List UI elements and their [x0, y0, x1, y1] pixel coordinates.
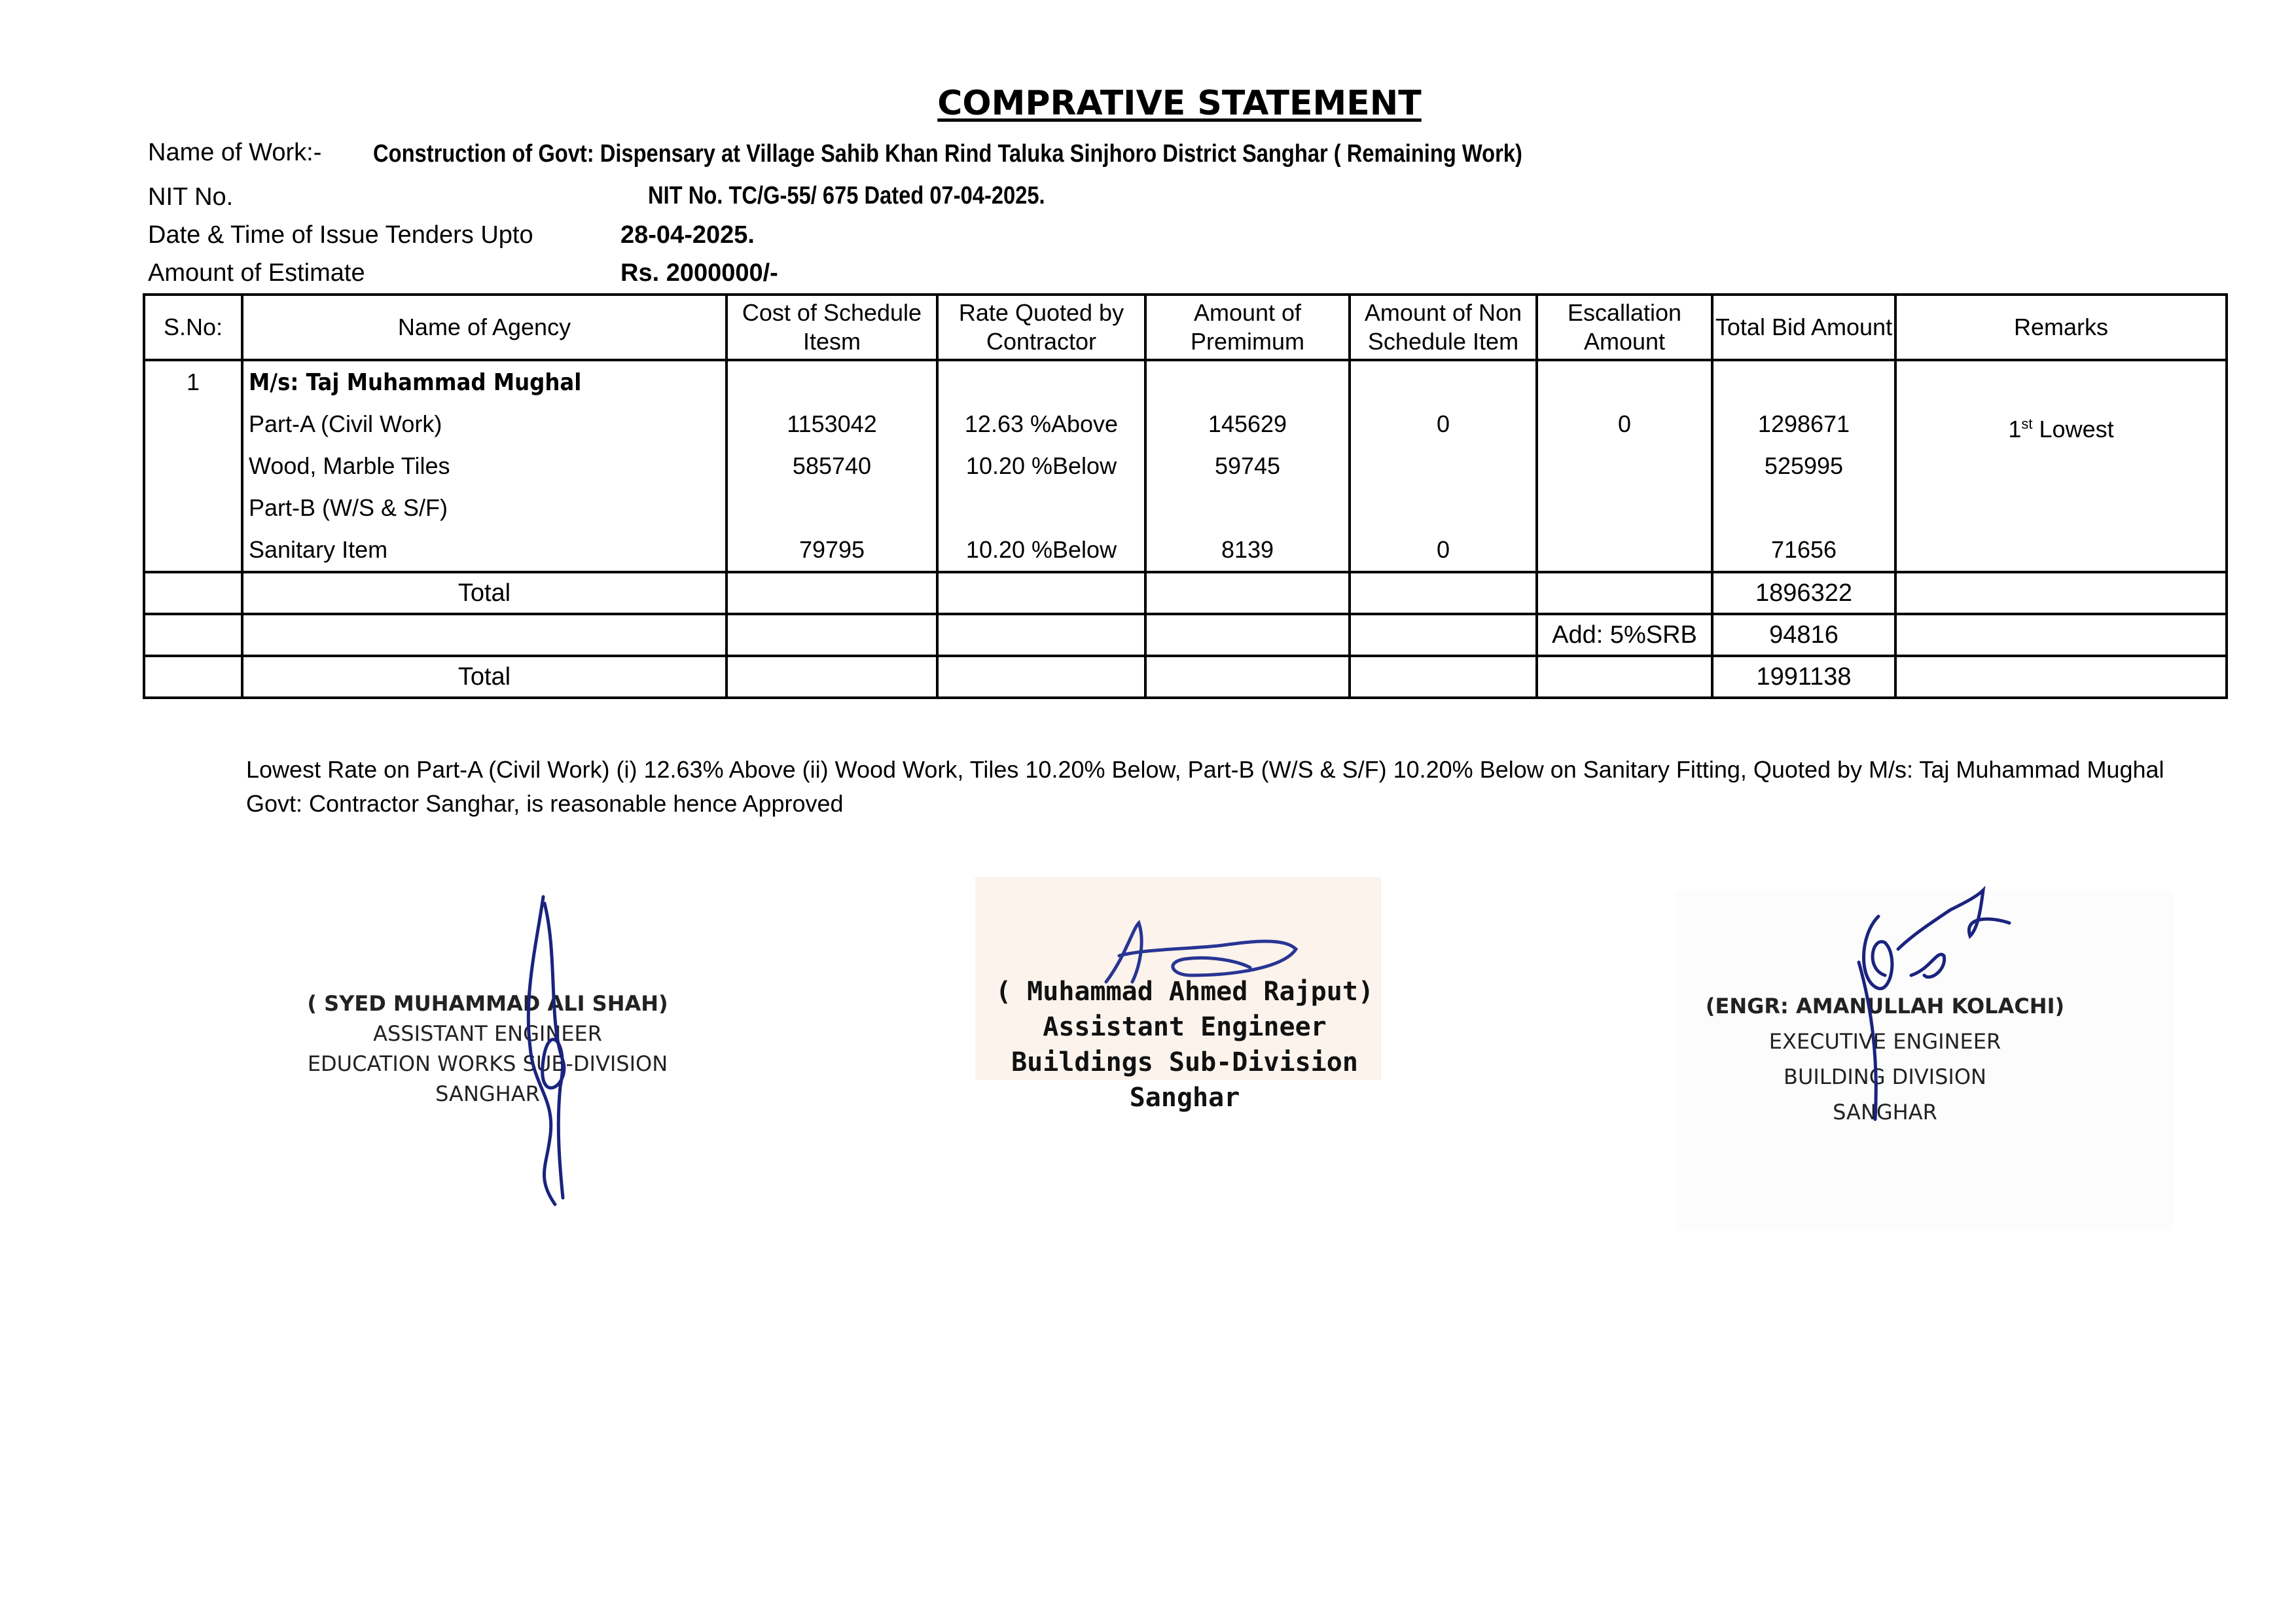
signatory-place: SANGHAR	[1833, 1100, 1937, 1125]
srb-row	[144, 614, 2227, 656]
signatory-designation: Assistant Engineer	[1043, 1012, 1327, 1042]
handwritten-signature-icon	[497, 890, 589, 1218]
nit-label: NIT No.	[148, 183, 234, 211]
item-rate: 10.20 %Below	[965, 452, 1117, 479]
nit-value: NIT No. TC/G-55/ 675 Dated 07-04-2025.	[648, 182, 1045, 209]
date-value: 28-04-2025.	[620, 221, 755, 249]
col-header-sno: S.No:	[144, 295, 242, 360]
signatory-place: SANGHAR	[435, 1081, 540, 1106]
grand-total-row	[144, 656, 2227, 698]
item-premium: 59745	[1214, 452, 1281, 479]
grand-total-label: Total	[242, 656, 726, 698]
sno-cell	[144, 360, 242, 572]
item-non-schedule: 0	[1436, 536, 1450, 563]
agency-cell	[242, 360, 726, 572]
signatory-office: Buildings Sub-Division	[1011, 1047, 1358, 1077]
item-total: 1298671	[1757, 410, 1850, 437]
work-label: Name of Work:-	[148, 139, 322, 166]
estimate-value: Rs. 2000000/-	[620, 259, 778, 287]
remarks-cell	[1895, 360, 2227, 572]
handwritten-signature-icon	[1820, 877, 2016, 1126]
signatory-place: Sanghar	[1129, 1083, 1240, 1113]
signatory-office: EDUCATION WORKS SUB-DIVISION	[307, 1051, 668, 1076]
item-total	[1713, 487, 1894, 529]
item-name: Part-A (Civil Work)	[249, 410, 442, 437]
date-label: Date & Time of Issue Tenders Upto	[148, 221, 533, 249]
signatory-name: (ENGR: AMANULLAH KOLACHI)	[1705, 994, 2065, 1019]
srb-label: Add: 5%SRB	[1537, 614, 1712, 656]
total-row	[144, 572, 2227, 614]
work-value: Construction of Govt: Dispensary at Village Sahib Khan Rind Taluka Sinjhoro District Sanghar ( Remaining Work)	[373, 140, 1522, 168]
item-cost	[728, 487, 936, 529]
item-escalation	[1538, 445, 1711, 487]
agency-name: M/s: Taj Muhammad Mughal	[249, 369, 582, 396]
srb-value: 94816	[1712, 614, 1895, 656]
signatory-name: ( SYED MUHAMMAD ALI SHAH)	[307, 991, 668, 1016]
col-header-cost: Cost of Schedule Itesm	[726, 295, 937, 360]
item-non-schedule: 0	[1436, 410, 1450, 437]
signatory-office: BUILDING DIVISION	[1784, 1064, 1986, 1089]
sno-value: 1	[186, 369, 200, 395]
grand-total-value: 1991138	[1712, 656, 1895, 698]
item-non-schedule	[1351, 445, 1535, 487]
cost-cell	[726, 360, 937, 572]
col-header-total-bid: Total Bid Amount	[1712, 295, 1895, 360]
col-header-remarks: Remarks	[1895, 295, 2227, 360]
comparative-table	[143, 293, 2228, 699]
handwritten-signature-icon	[1086, 910, 1309, 1001]
col-header-agency: Name of Agency	[242, 295, 726, 360]
item-rate: 12.63 %Above	[964, 410, 1119, 437]
total-value: 1896322	[1712, 572, 1895, 614]
item-name: Wood, Marble Tiles	[249, 452, 450, 479]
item-cost: 1153042	[787, 410, 877, 437]
item-premium: 145629	[1208, 410, 1287, 437]
col-header-non-schedule: Amount of Non Schedule Item	[1350, 295, 1537, 360]
item-total: 71656	[1770, 536, 1837, 563]
item-premium	[1147, 487, 1348, 529]
rate-cell	[937, 360, 1145, 572]
table-header-row	[144, 295, 2227, 360]
approval-note: Lowest Rate on Part-A (Civil Work) (i) 12.63% Above (ii) Wood Work, Tiles 10.20% Below, Part-B (W/S & S/F) 10.20% Below on Sanitary Fitting, Quoted by M/s: Taj Muhammad Mughal Govt: Contractor Sanghar, is reasonable hence Approved	[246, 756, 2164, 817]
item-escalation	[1538, 529, 1711, 571]
premium-cell	[1145, 360, 1350, 572]
page-title: COMPRATIVE STATEMENT	[937, 84, 1422, 123]
item-rate: 10.20 %Below	[965, 536, 1117, 563]
col-header-escalation: Escallation Amount	[1537, 295, 1712, 360]
item-cost: 79795	[798, 536, 865, 563]
item-premium: 8139	[1221, 536, 1274, 563]
remarks-value: 1st Lowest	[2008, 416, 2114, 442]
item-rate	[939, 487, 1144, 529]
item-total: 525995	[1764, 452, 1844, 479]
signatory-designation: EXECUTIVE ENGINEER	[1768, 1029, 2001, 1054]
signatory-designation: ASSISTANT ENGINEER	[373, 1021, 602, 1046]
total-label: Total	[242, 572, 726, 614]
non-schedule-cell	[1350, 360, 1537, 572]
col-header-rate: Rate Quoted by Contractor	[937, 295, 1145, 360]
item-escalation: 0	[1617, 410, 1632, 437]
table-row	[144, 360, 2227, 572]
escalation-cell	[1537, 360, 1712, 572]
item-escalation	[1538, 487, 1711, 529]
item-cost: 585740	[792, 452, 872, 479]
col-header-premium: Amount of Premimum	[1145, 295, 1350, 360]
item-non-schedule	[1351, 487, 1535, 529]
estimate-label: Amount of Estimate	[148, 259, 365, 287]
item-name: Part-B (W/S & S/F)	[249, 494, 448, 521]
signature-block-ae-education	[275, 988, 700, 1109]
total-bid-cell	[1712, 360, 1895, 572]
item-name: Sanitary Item	[249, 536, 388, 563]
signatory-name: ( Muhammad Ahmed Rajput)	[996, 977, 1374, 1007]
